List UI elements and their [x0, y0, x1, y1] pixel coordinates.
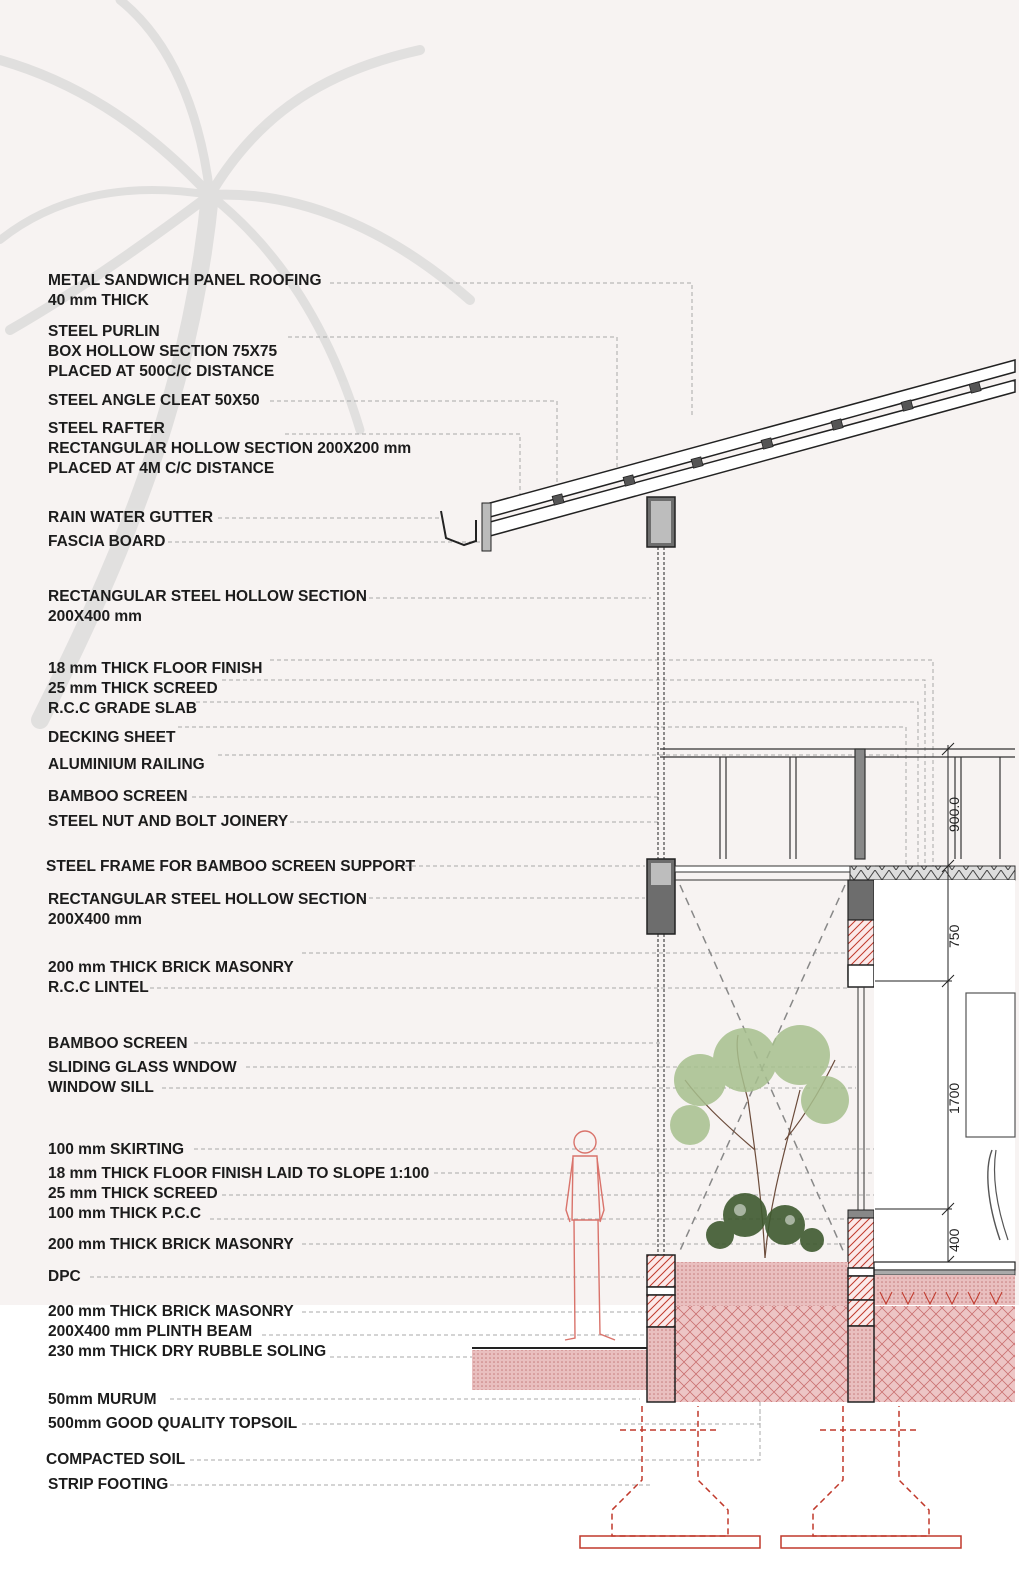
topsoil-label: 500mm GOOD QUALITY TOPSOIL: [48, 1415, 298, 1432]
rafter-label: STEEL RAFTER RECTANGULAR HOLLOW SECTION 200X200 mm PLACED AT 4M C/C DISTANCE: [48, 420, 412, 477]
dim-window: 1700: [946, 1082, 962, 1114]
compacted-soil-label: COMPACTED SOIL: [46, 1451, 186, 1468]
dpc-label: DPC: [48, 1268, 81, 1285]
dim-sill: 400: [946, 1228, 962, 1252]
gutter-label: RAIN WATER GUTTER: [48, 509, 214, 526]
ground-floor-layers-label: 18 mm THICK FLOOR FINISH LAID TO SLOPE 1:100 25 mm THICK SCREED 100 mm THICK P.C.C: [48, 1165, 430, 1222]
murum-label: 50mm MURUM: [48, 1391, 157, 1408]
bamboo-screen-top-label: BAMBOO SCREEN: [48, 788, 188, 805]
left-foundation: [647, 1255, 675, 1402]
upper-masonry-label: 200 mm THICK BRICK MASONRY R.C.C LINTEL: [48, 959, 294, 996]
ground-floor-slab: [874, 1262, 1015, 1305]
foundation-label: 200 mm THICK BRICK MASONRY 200X400 mm PLINTH BEAM 230 mm THICK DRY RUBBLE SOLING: [48, 1303, 327, 1360]
right-foundation: [848, 1268, 874, 1402]
plinth-masonry-label: 200 mm THICK BRICK MASONRY: [48, 1236, 294, 1253]
angle-cleat-label: STEEL ANGLE CLEAT 50X50: [48, 392, 260, 409]
nut-bolt-label: STEEL NUT AND BOLT JOINERY: [48, 813, 289, 830]
strip-footings: [612, 1406, 929, 1536]
decking-label: DECKING SHEET: [48, 729, 176, 746]
top-steel-section-label: RECTANGULAR STEEL HOLLOW SECTION 200X400 mm: [48, 588, 367, 625]
bamboo-screen-bottom-label: BAMBOO SCREEN: [48, 1035, 188, 1052]
dim-railing: 900.0: [946, 796, 962, 832]
skirting-label: 100 mm SKIRTING: [48, 1141, 185, 1158]
strip-footing-label: STRIP FOOTING: [48, 1476, 169, 1493]
fascia-label: FASCIA BOARD: [48, 533, 166, 550]
railing-label: ALUMINIUM RAILING: [48, 756, 205, 773]
mid-steel-section-label: RECTANGULAR STEEL HOLLOW SECTION 200X400 mm: [48, 891, 367, 928]
purlin-label: STEEL PURLIN BOX HOLLOW SECTION 75X75 PLACED AT 500C/C DISTANCE: [48, 323, 278, 380]
slab-layers-label: 18 mm THICK FLOOR FINISH 25 mm THICK SCREED R.C.C GRADE SLAB: [48, 660, 263, 717]
dim-upper-wall: 750: [946, 924, 962, 948]
footing-bases: [580, 1536, 961, 1548]
roof-panel-label: METAL SANDWICH PANEL ROOFING 40 mm THICK: [48, 272, 322, 309]
window-label: SLIDING GLASS WNDOW WINDOW SILL: [48, 1059, 237, 1096]
screen-frame-label: STEEL FRAME FOR BAMBOO SCREEN SUPPORT: [46, 858, 416, 875]
